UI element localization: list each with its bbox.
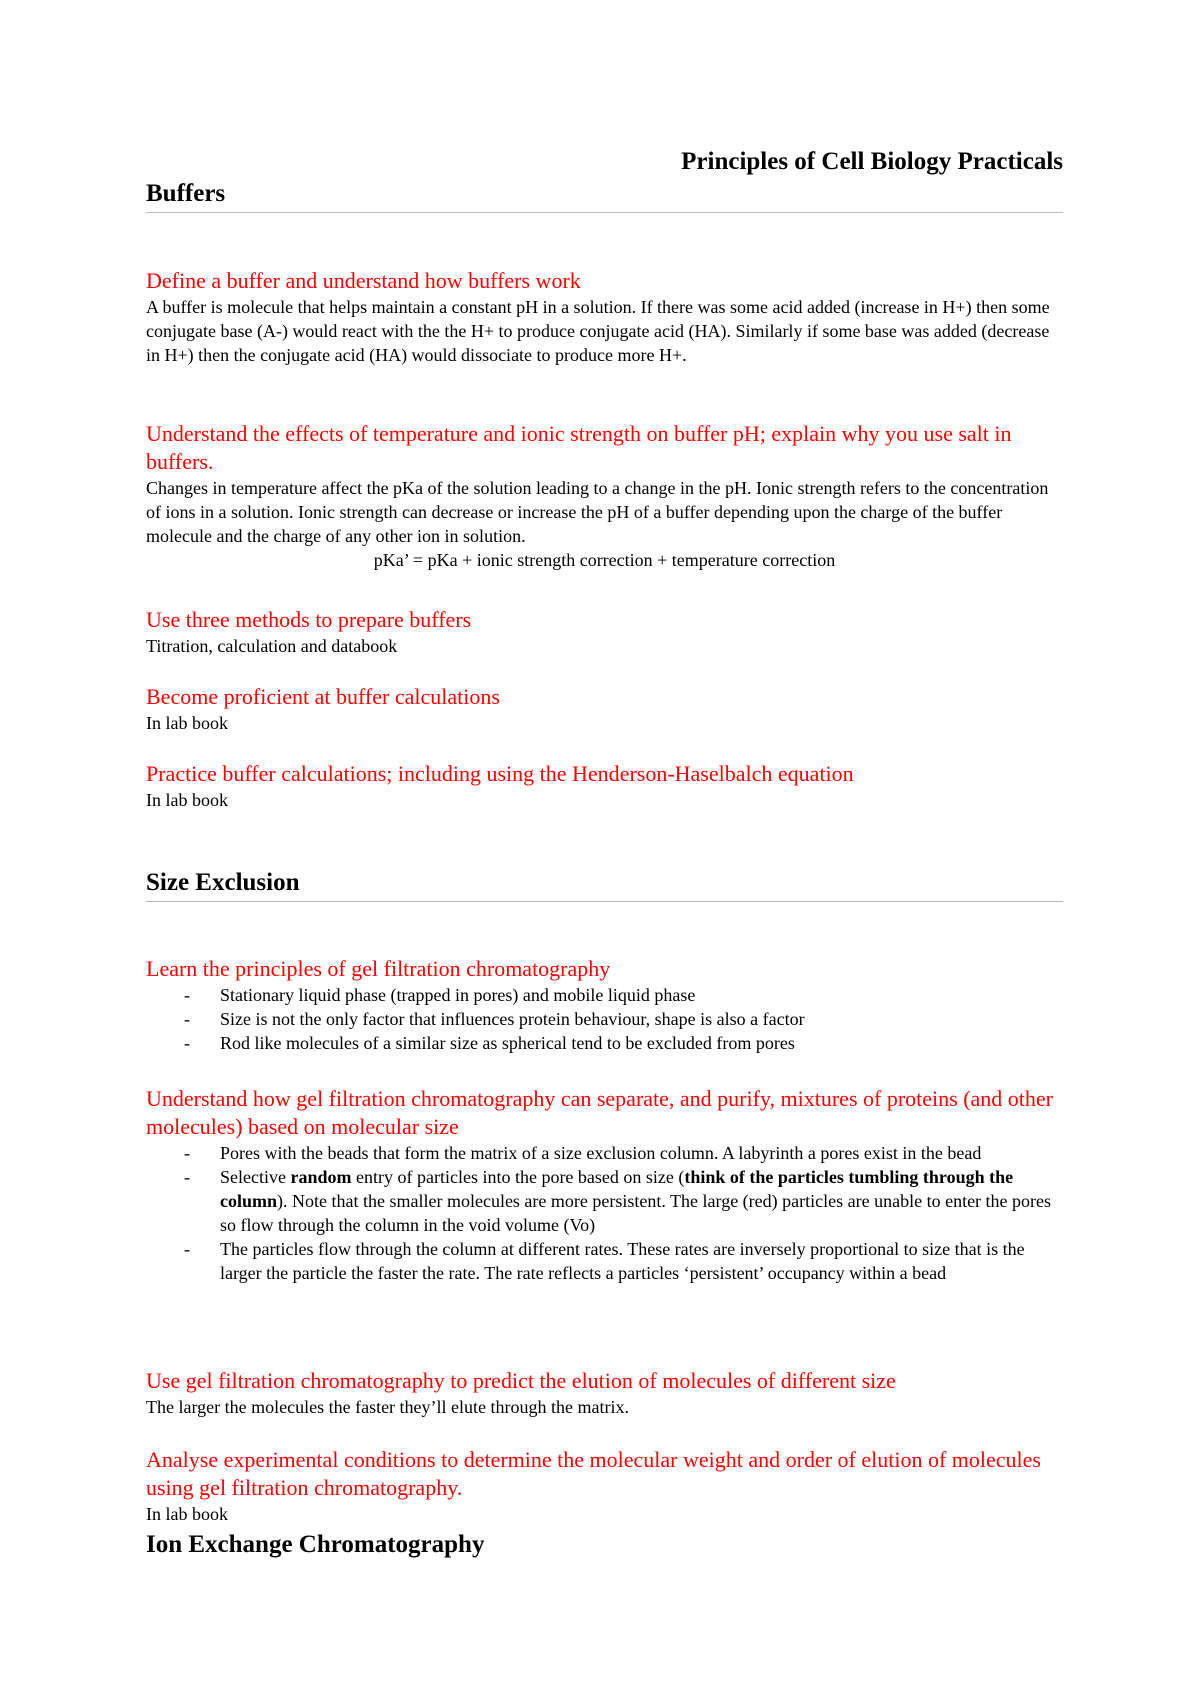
text-run: entry of particles into the pore based on size (	[351, 1167, 685, 1187]
dash-marker: -	[184, 985, 190, 1005]
objective-define-buffer	[146, 267, 1063, 367]
list-item-text: Rod like molecules of a similar size as spherical tend to be excluded from pores	[220, 1033, 795, 1053]
list-item-text: Pores with the beads that form the matrix of a size exclusion column. A labyrinth a pores exist in the bead	[220, 1143, 982, 1163]
objective-title: Analyse experimental conditions to determine the molecular weight and order of elution of molecules using gel filtration chromatography.	[146, 1447, 1041, 1500]
section-heading-size-exclusion: Size Exclusion	[146, 869, 1063, 902]
text-run: Selective	[220, 1167, 291, 1187]
list-item	[184, 1141, 1063, 1165]
dash-marker: -	[184, 1239, 190, 1259]
list-item-text	[220, 1167, 1051, 1235]
bold-text-tumbling: think of the particles tumbling through the column	[220, 1167, 1014, 1211]
objective-title: Practice buffer calculations; including using the Henderson-Haselbalch equation	[146, 761, 854, 786]
objective-title: Define a buffer and understand how buffers work	[146, 268, 581, 293]
objective-molecular-weight	[146, 1446, 1063, 1526]
section-heading-buffers: Buffers	[146, 180, 1063, 213]
objective-three-methods	[146, 606, 1063, 658]
objective-title: Understand how gel filtration chromatography can separate, and purify, mixtures of proteins (and other molecules) based on molecular size	[146, 1086, 1054, 1139]
list-item-text: The particles flow through the column at different rates. These rates are inversely proportional to size that is the larger the particle the faster the rate. The rate reflects a particles ‘persistent’ occupancy within a bead	[220, 1239, 1025, 1283]
dash-marker: -	[184, 1143, 190, 1163]
document-title: Principles of Cell Biology Practicals	[681, 148, 1063, 175]
bold-text-random: random	[290, 1167, 352, 1187]
objective-gel-filtration-separation	[146, 1085, 1063, 1285]
objective-title: Use three methods to prepare buffers	[146, 607, 472, 632]
list-item	[184, 1237, 1063, 1285]
objective-body: In lab book	[146, 1504, 228, 1524]
objective-gel-filtration-principles	[146, 955, 1063, 1055]
objective-body: In lab book	[146, 790, 228, 810]
text-run: ). Note that the smaller molecules are more persistent. The large (red) particles are unable to enter the pores so flow through the column in the void volume (Vo)	[220, 1191, 1052, 1235]
list-item-text: Stationary liquid phase (trapped in pores) and mobile liquid phase	[220, 985, 696, 1005]
dash-marker: -	[184, 1033, 190, 1053]
objective-title: Use gel filtration chromatography to predict the elution of molecules of different size	[146, 1368, 896, 1393]
list-item	[184, 1165, 1063, 1237]
objective-title: Become proficient at buffer calculations	[146, 684, 500, 709]
pka-equation: pKa’ = pKa + ionic strength correction + temperature correction	[373, 550, 836, 570]
objective-title: Learn the principles of gel filtration chromatography	[146, 956, 611, 981]
list-item-text: Size is not the only factor that influences protein behaviour, shape is also a factor	[220, 1009, 805, 1029]
dash-marker: -	[184, 1167, 190, 1187]
objective-body: The larger the molecules the faster they’ll elute through the matrix.	[146, 1397, 629, 1417]
bullet-list	[146, 983, 1063, 1055]
objective-body: Changes in temperature affect the pKa of the solution leading to a change in the pH. Ionic strength refers to the concentration of ions in a solution. Ionic strength can decrease or increase the pH of a buffer depending upon the charge of the buffer molecule and the charge of any other ion in solution.	[146, 478, 1049, 546]
objective-body: Titration, calculation and databook	[146, 636, 398, 656]
objective-title: Understand the effects of temperature and ionic strength on buffer pH; explain why you use salt in buffers.	[146, 421, 1012, 474]
list-item	[184, 1031, 1063, 1055]
objective-body: A buffer is molecule that helps maintain a constant pH in a solution. If there was some acid added (increase in H+) then some conjugate base (A-) would react with the the H+ to produce conjugate acid (HA). Similarly if some base was added (decrease in H+) then the conjugate acid (HA) would dissociate to produce more H+.	[146, 297, 1050, 365]
section-heading-ion-exchange: Ion Exchange Chromatography	[146, 1531, 485, 1558]
objective-henderson-haselbalch	[146, 760, 1063, 812]
list-item	[184, 983, 1063, 1007]
dash-marker: -	[184, 1009, 190, 1029]
list-item	[184, 1007, 1063, 1031]
objective-buffer-calculations	[146, 683, 1063, 735]
objective-predict-elution	[146, 1367, 1063, 1419]
objective-body: In lab book	[146, 713, 228, 733]
bullet-list	[146, 1141, 1063, 1285]
objective-temperature-ionic-strength	[146, 420, 1063, 572]
